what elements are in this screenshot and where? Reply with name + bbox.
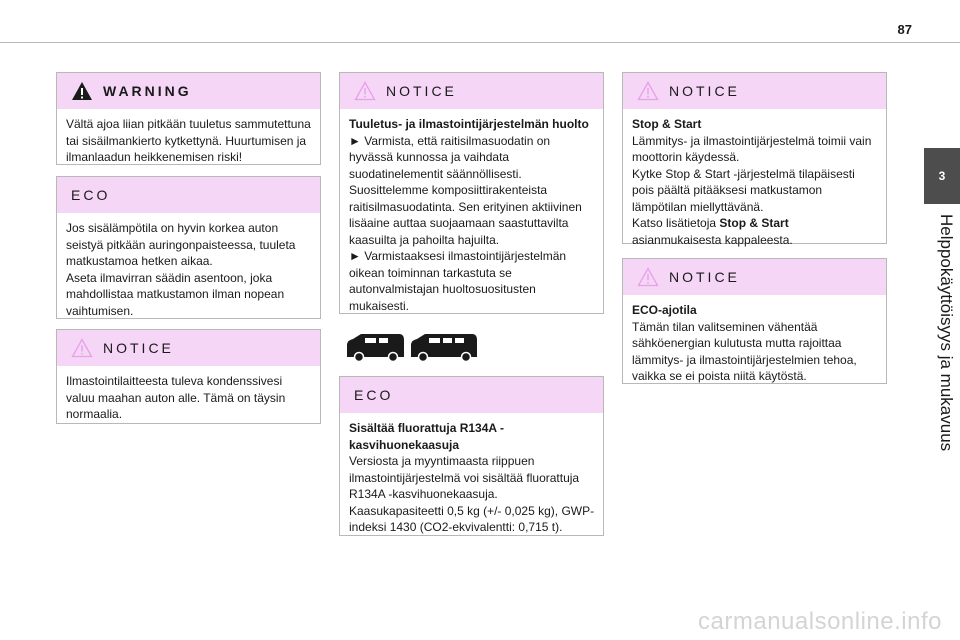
notice-item-1: ► Varmista, että raitisilmasuodatin on hyvässä kunnossa ja vaihdata suodatinelementit säännöllisesti. <box>349 133 551 181</box>
chapter-number: 3 <box>938 169 946 183</box>
notice-box-4 <box>622 258 887 384</box>
notice-text-3b: Kytke Stop & Start -järjestelmä tilapäisesti pois päältä pitääksesi matkustamon lämpötilan miellyttävänä. <box>632 166 855 214</box>
eco-body-2 <box>340 413 603 544</box>
notice-box-1 <box>56 329 321 424</box>
eco-header-2 <box>340 377 603 413</box>
vehicle-silhouettes <box>345 330 480 362</box>
eco-body-1 <box>57 213 320 327</box>
notice-item-1-extra: Suosittelemme komposiittirakenteista raitisilmasuodatinta. Sen erityinen aktiivinen lisäaine auttaa suojaamaan saastuttavilta kaasuilta ja pahoilta hajuilta. <box>349 183 582 247</box>
notice-text-4: Tämän tilan valitseminen vähentää sähköenergian kulutusta mutta rajoittaa lämmitys- ja ilmastointijärjestelmien tehoa, vaikka se ei poista niitä käytöstä. <box>632 319 857 383</box>
warning-header <box>57 73 320 109</box>
notice-icon <box>354 81 376 101</box>
van-long-icon <box>411 334 477 362</box>
eco-label-2: ECO <box>354 387 394 403</box>
notice-label-1: NOTICE <box>103 340 174 356</box>
warning-text: Vältä ajoa liian pitkään tuuletus sammutettuna tai sisäilmankierto kytkettynä. Huurtumisen ja ilmanlaadun heikkenemisen riski! <box>66 117 311 164</box>
van-short-icon <box>347 334 404 362</box>
chapter-title: Helppokäyttöisyys ja mukavuus <box>937 214 956 452</box>
notice-header-1 <box>57 330 320 366</box>
eco-text-2b: Kaasukapasiteetti 0,5 kg (+/- 0,025 kg), GWP-indeksi 1430 (CO2-ekvivalentti: 0,715 t). <box>349 503 595 534</box>
eco-text-1a: Jos sisälämpötila on hyvin korkea auton seistyä pitkään auringonpaisteessa, tuuleta matkustamoa hetken aikaa. <box>66 221 296 268</box>
page-number: 87 <box>897 22 912 37</box>
notice-box-2 <box>339 72 604 314</box>
notice-item-2: ► Varmistaaksesi ilmastointijärjestelmän oikean toiminnan tarkastuta se autonvalmistajan huoltosuositusten mukaisesti. <box>349 249 567 313</box>
notice-heading-2: Tuuletus- ja ilmastointijärjestelmän huolto <box>349 117 589 131</box>
notice-box-3 <box>622 72 887 247</box>
notice-text-3c: Katso lisätietoja Stop & Start asianmukaisesta kappaleesta. <box>632 216 793 247</box>
notice-body-4 <box>623 295 886 393</box>
notice-heading-4: ECO-ajotila <box>632 303 697 317</box>
warning-body <box>57 109 320 174</box>
notice-icon <box>637 267 659 287</box>
notice-heading-3: Stop & Start <box>632 117 702 131</box>
chapter-tab <box>924 148 960 204</box>
eco-text-2a: Versiosta ja myyntimaasta riippuen ilmastointijärjestelmä voi sisältää fluorattuja R134A -kasvihuonekaasuja. <box>349 454 580 501</box>
warning-icon <box>71 81 93 101</box>
notice-icon <box>71 338 93 358</box>
notice-header-3 <box>623 73 886 109</box>
warning-box <box>56 72 321 165</box>
notice-label-4: NOTICE <box>669 269 740 285</box>
stop-start-ref: Stop & Start <box>719 216 789 230</box>
notice-icon <box>637 81 659 101</box>
warning-label: WARNING <box>103 83 192 99</box>
eco-text-1b: Aseta ilmavirran säädin asentoon, joka mahdollistaa matkustamon ilman nopean vaihtumisen. <box>66 270 285 318</box>
eco-label-1: ECO <box>71 187 111 203</box>
notice-body-3 <box>623 109 886 256</box>
eco-heading-2: Sisältää fluorattuja R134A -kasvihuonekaasuja <box>349 421 504 452</box>
watermark: carmanualsonline.info <box>698 608 942 635</box>
notice-text-3a: Lämmitys- ja ilmastointijärjestelmä toimii vain moottorin käydessä. <box>632 133 872 164</box>
notice-text-1: Ilmastointilaitteesta tuleva kondenssivesi valuu maahan auton alle. Tämä on täysin normaalia. <box>66 374 286 421</box>
notice-header-4 <box>623 259 886 295</box>
eco-box-2 <box>339 376 604 536</box>
notice-body-1 <box>57 366 320 431</box>
eco-box-1 <box>56 176 321 319</box>
notice-header-2 <box>340 73 603 109</box>
notice-body-2 <box>340 109 603 322</box>
notice-label-2: NOTICE <box>386 83 457 99</box>
header-rule <box>0 42 960 43</box>
notice-label-3: NOTICE <box>669 83 740 99</box>
eco-header-1 <box>57 177 320 213</box>
